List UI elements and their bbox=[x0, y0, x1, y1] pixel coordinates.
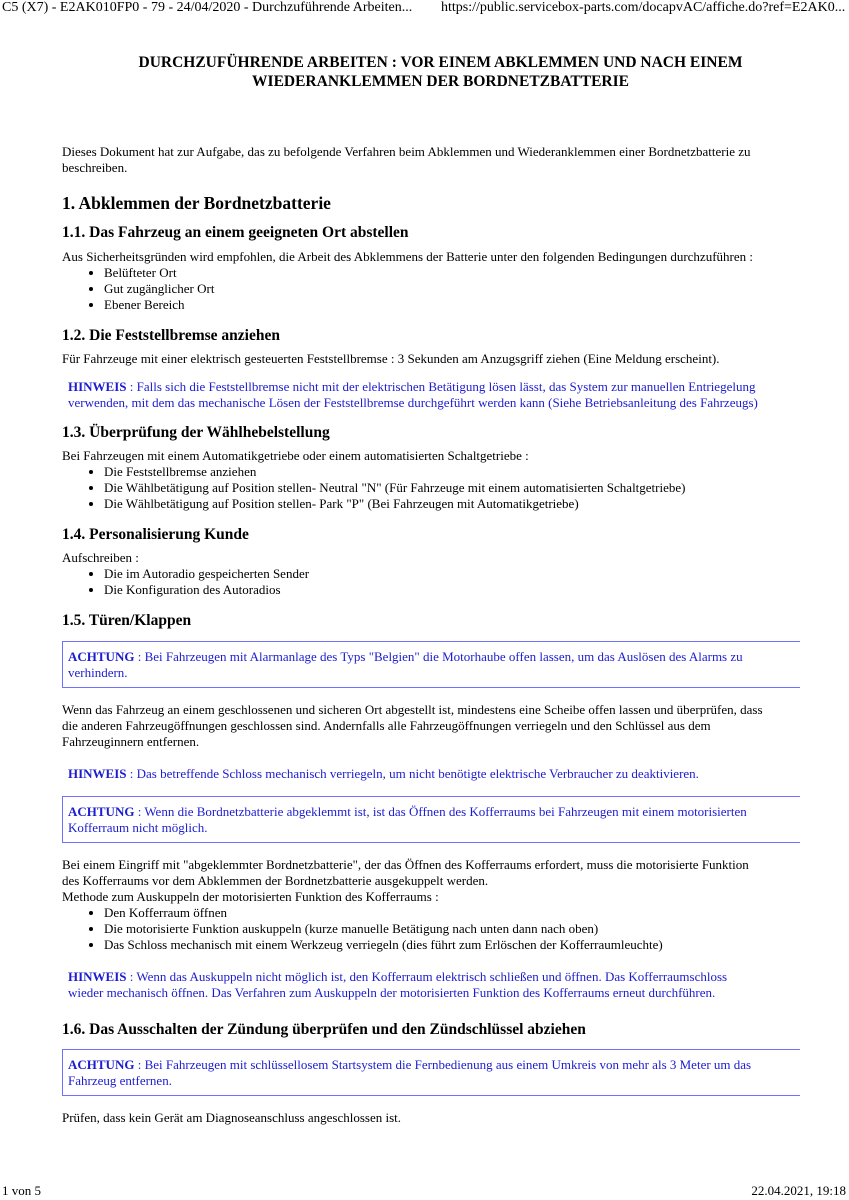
warning-line-2: Fahrzeug entfernen. bbox=[68, 1073, 172, 1088]
list-item: • Ebener Bereich bbox=[104, 297, 799, 313]
print-timestamp: 22.04.2021, 19:18 bbox=[751, 1183, 846, 1198]
print-header-url: https://public.servicebox-parts.com/docapvAC/affiche.do?ref=E2AK0... bbox=[441, 0, 846, 15]
note-line-2: verwenden, mit dem das mechanische Lösen der Feststellbremse durchgeführt werden kann (Siehe Betriebsanleitung des Fahrzeugs) bbox=[68, 395, 758, 410]
achtung-keyword: ACHTUNG bbox=[68, 804, 135, 819]
print-header-title: C5 (X7) - E2AK010FP0 - 79 - 24/04/2020 - Durchzuführende Arbeiten... bbox=[2, 0, 413, 15]
warning-line-2: verhindern. bbox=[68, 665, 128, 680]
achtung-box-keyless bbox=[62, 1049, 800, 1096]
section-1-6-text: Prüfen, dass kein Gerät am Diagnoseanschluss angeschlossen ist. bbox=[62, 1110, 402, 1125]
section-1-1-list bbox=[62, 265, 799, 313]
paragraph-vehicle-closed bbox=[62, 702, 799, 750]
hinweis-note-parking-brake bbox=[62, 379, 799, 411]
section-1-6-heading: 1.6. Das Ausschalten der Zündung überprüfen und den Zündschlüssel abziehen bbox=[62, 1021, 586, 1038]
paragraph-line: des Kofferraums vor dem Abklemmen der Bordnetzbatterie ausgekuppelt werden. bbox=[62, 873, 489, 888]
warning-line-1: : Bei Fahrzeugen mit Alarmanlage des Typs "Belgien" die Motorhaube offen lassen, um das Auslösen des Alarms zu bbox=[134, 649, 743, 664]
paragraph-trunk-procedure bbox=[62, 857, 799, 905]
list-item: • Das Schloss mechanisch mit einem Werkzeug verriegeln (dies führt zum Erlöschen der Kofferraumleuchte) bbox=[104, 937, 799, 953]
paragraph-line: Methode zum Auskuppeln der motorisierten Funktion des Kofferraums : bbox=[62, 889, 439, 904]
achtung-box-trunk bbox=[62, 796, 800, 843]
warning-line-1: : Wenn die Bordnetzbatterie abgeklemmt ist, ist das Öffnen des Kofferraums bei Fahrzeugen mit einem motorisierten bbox=[134, 804, 747, 819]
hinweis-note-decoupling bbox=[62, 969, 799, 1001]
list-item: • Die Wählbetätigung auf Position stellen- Neutral "N" (Für Fahrzeuge mit einem automatisierten Schaltgetriebe) bbox=[104, 480, 799, 496]
note-line-2: wieder mechanisch öffnen. Das Verfahren zum Auskuppeln der motorisierten Funktion des Kofferraums erneut durchführen. bbox=[68, 985, 716, 1000]
section-1-2-text: Für Fahrzeuge mit einer elektrisch gesteuerten Feststellbremse : 3 Sekunden am Anzugsgriff ziehen (Eine Meldung erscheint). bbox=[62, 351, 720, 366]
section-1-1-text: Aus Sicherheitsgründen wird empfohlen, die Arbeit des Abklemmens der Batterie unter den folgenden Bedingungen durchzuführen : bbox=[62, 249, 753, 264]
page-title-line-1: DURCHZUFÜHRENDE ARBEITEN : VOR EINEM ABKLEMMEN UND NACH EINEM bbox=[138, 54, 743, 71]
achtung-box-alarm bbox=[62, 641, 800, 688]
list-item: • Belüfteter Ort bbox=[104, 265, 799, 281]
list-item: • Die Wählbetätigung auf Position stellen- Park "P" (Bei Fahrzeugen mit Automatikgetriebe) bbox=[104, 496, 799, 512]
print-header bbox=[0, 0, 849, 18]
list-item: • Den Kofferraum öffnen bbox=[104, 905, 799, 921]
hinweis-keyword: HINWEIS bbox=[68, 969, 127, 984]
section-1-1-heading: 1.1. Das Fahrzeug an einem geeigneten Ort abstellen bbox=[62, 224, 409, 241]
list-item: • Die im Autoradio gespeicherten Sender bbox=[104, 566, 799, 582]
warning-line-1: : Bei Fahrzeugen mit schlüssellosem Startsystem die Fernbedienung aus einem Umkreis von mehr als 3 Meter um das bbox=[134, 1057, 752, 1072]
paragraph-line: Wenn das Fahrzeug an einem geschlossenen und sicheren Ort abgestellt ist, mindestens eine Scheibe offen lassen und überprüfen, dass bbox=[62, 702, 763, 717]
section-1-4-text: Aufschreiben : bbox=[62, 550, 139, 565]
intro-line-1: Dieses Dokument hat zur Aufgabe, das zu befolgende Verfahren beim Abklemmen und Wiederanklemmen einer Bordnetzbatterie zu bbox=[62, 144, 751, 159]
section-1-4-heading: 1.4. Personalisierung Kunde bbox=[62, 526, 249, 543]
hinweis-keyword: HINWEIS bbox=[68, 766, 127, 781]
section-1-2-heading: 1.2. Die Feststellbremse anziehen bbox=[62, 327, 280, 344]
paragraph-line: Fahrzeuginnern entfernen. bbox=[62, 734, 200, 749]
list-item: • Die Konfiguration des Autoradios bbox=[104, 582, 799, 598]
section-1-5-list bbox=[62, 905, 799, 953]
page-title-line-2: WIEDERANKLEMMEN DER BORDNETZBATTERIE bbox=[252, 73, 629, 90]
list-item: • Gut zugänglicher Ort bbox=[104, 281, 799, 297]
section-1-4-list bbox=[62, 566, 799, 598]
section-1-3-text: Bei Fahrzeugen mit einem Automatikgetriebe oder einem automatisierten Schaltgetriebe : bbox=[62, 448, 529, 463]
print-footer bbox=[0, 1183, 849, 1199]
intro-paragraph bbox=[62, 144, 799, 176]
list-item: • Die motorisierte Funktion auskuppeln (kurze manuelle Betätigung nach unten dann nach oben) bbox=[104, 921, 799, 937]
note-line-1: : Wenn das Auskuppeln nicht möglich ist, den Kofferraum elektrisch schließen und öffnen. Das Kofferraumschloss bbox=[126, 969, 728, 984]
paragraph-line: Bei einem Eingriff mit "abgeklemmter Bordnetzbatterie", der das Öffnen des Kofferraums erfordert, muss die motorisierte Funktion bbox=[62, 857, 749, 872]
paragraph-line: die anderen Fahrzeugöffnungen geschlossen sind. Andernfalls alle Fahrzeugöffnungen verriegeln und den Schlüssel aus dem bbox=[62, 718, 711, 733]
section-1-3-list bbox=[62, 464, 799, 512]
note-line-1: : Das betreffende Schloss mechanisch verriegeln, um nicht benötigte elektrische Verbraucher zu deaktivieren. bbox=[126, 766, 699, 781]
section-1-3-heading: 1.3. Überprüfung der Wählhebelstellung bbox=[62, 424, 330, 441]
warning-line-2: Kofferraum nicht möglich. bbox=[68, 820, 208, 835]
hinweis-keyword: HINWEIS bbox=[68, 379, 127, 394]
hinweis-note-lock bbox=[62, 766, 799, 782]
note-line-1: : Falls sich die Feststellbremse nicht mit der elektrischen Betätigung lösen lässt, das System zur manuellen Entriegelung bbox=[126, 379, 756, 394]
achtung-keyword: ACHTUNG bbox=[68, 1057, 135, 1072]
document-body bbox=[62, 53, 799, 1126]
intro-line-2: beschreiben. bbox=[62, 160, 128, 175]
section-1-5-heading: 1.5. Türen/Klappen bbox=[62, 612, 192, 629]
achtung-keyword: ACHTUNG bbox=[68, 649, 135, 664]
section-1-heading: 1. Abklemmen der Bordnetzbatterie bbox=[62, 193, 331, 213]
page-title bbox=[82, 53, 799, 91]
list-item: • Die Feststellbremse anziehen bbox=[104, 464, 799, 480]
page-number: 1 von 5 bbox=[2, 1183, 41, 1198]
